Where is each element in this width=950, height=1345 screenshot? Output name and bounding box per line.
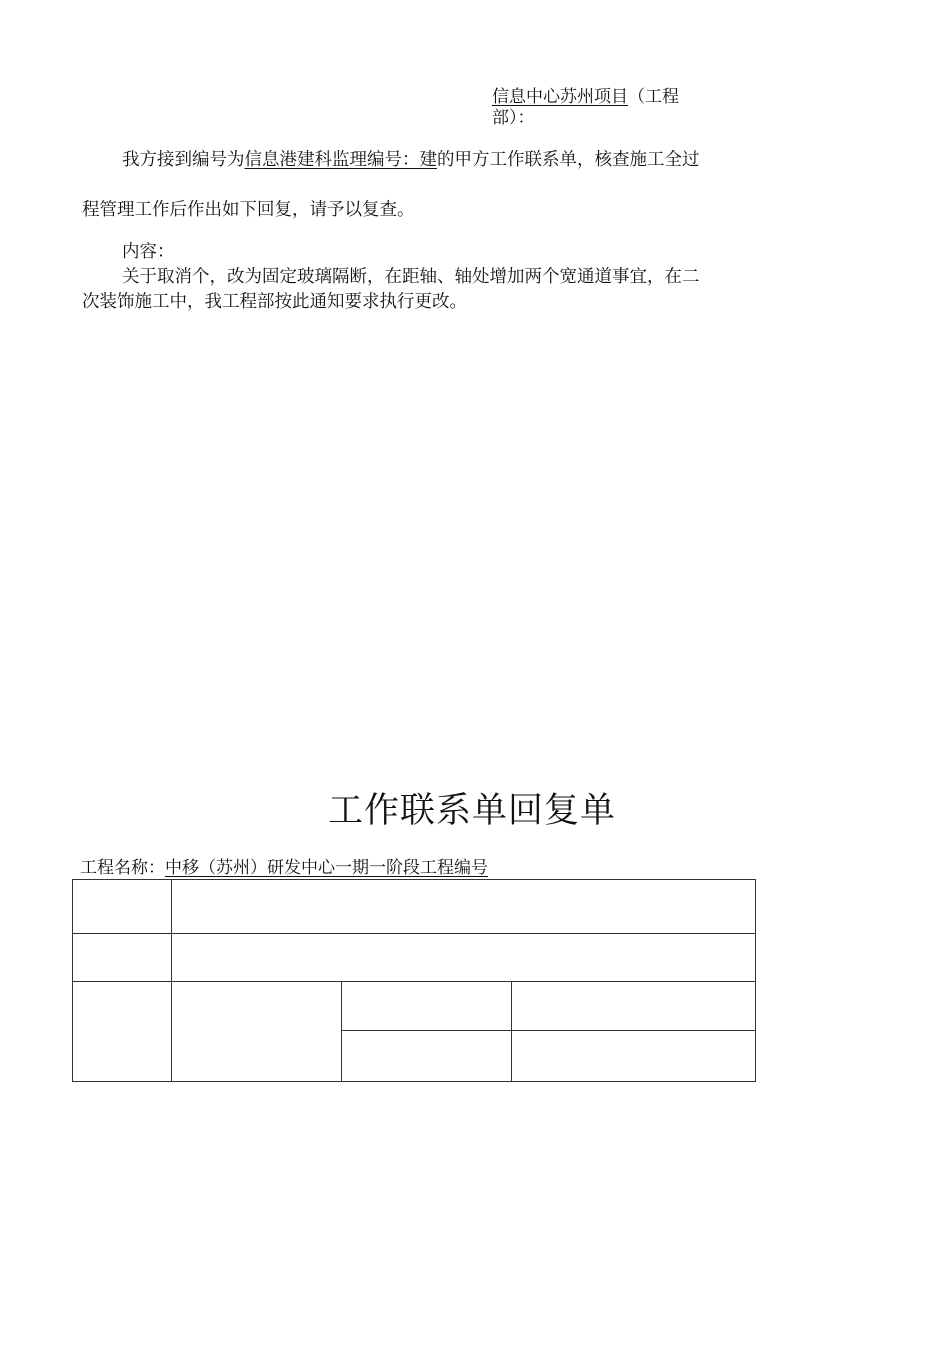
body-line-1-suffix: 的甲方工作联系单，核查施工全过 <box>437 150 700 170</box>
reply-table <box>72 879 756 1082</box>
table-cell[interactable] <box>172 982 342 1082</box>
addressee-line-2: 部）： <box>492 108 535 128</box>
body-line-2: 程管理工作后作出如下回复，请予以复查。 <box>82 200 415 220</box>
table-cell[interactable] <box>512 1031 756 1082</box>
table-cell[interactable] <box>172 880 756 934</box>
table-cell[interactable] <box>342 1031 512 1082</box>
table-cell[interactable] <box>73 982 172 1082</box>
addressee-project-name: 信息中心苏州项目 <box>492 87 628 107</box>
table-cell[interactable] <box>512 982 756 1031</box>
content-label: 内容： <box>122 242 175 262</box>
table-row <box>73 880 756 934</box>
reference-number: 信息港建科监理编号：建 <box>244 150 437 170</box>
addressee <box>492 87 679 129</box>
table-row <box>73 934 756 982</box>
project-name-label: 工程名称： <box>80 858 165 878</box>
table-cell[interactable] <box>73 880 172 934</box>
body-line-4: 次装饰施工中，我工程部按此通知要求执行更改。 <box>82 292 467 312</box>
addressee-line-1 <box>492 87 679 108</box>
body-line-1 <box>122 149 700 171</box>
table-row <box>73 982 756 1031</box>
addressee-name-rest: （工程 <box>628 87 679 107</box>
project-name-line <box>80 858 488 879</box>
table-cell[interactable] <box>342 982 512 1031</box>
table-cell[interactable] <box>73 934 172 982</box>
project-name-value: 中移（苏州）研发中心一期一阶段工程编号 <box>165 858 488 878</box>
form-title: 工作联系单回复单 <box>327 791 616 831</box>
body-line-1-prefix: 我方接到编号为 <box>122 150 245 170</box>
body-line-3: 关于取消个，改为固定玻璃隔断，在距轴、轴处增加两个宽通道事宜，在二 <box>122 267 700 287</box>
table-cell[interactable] <box>172 934 756 982</box>
